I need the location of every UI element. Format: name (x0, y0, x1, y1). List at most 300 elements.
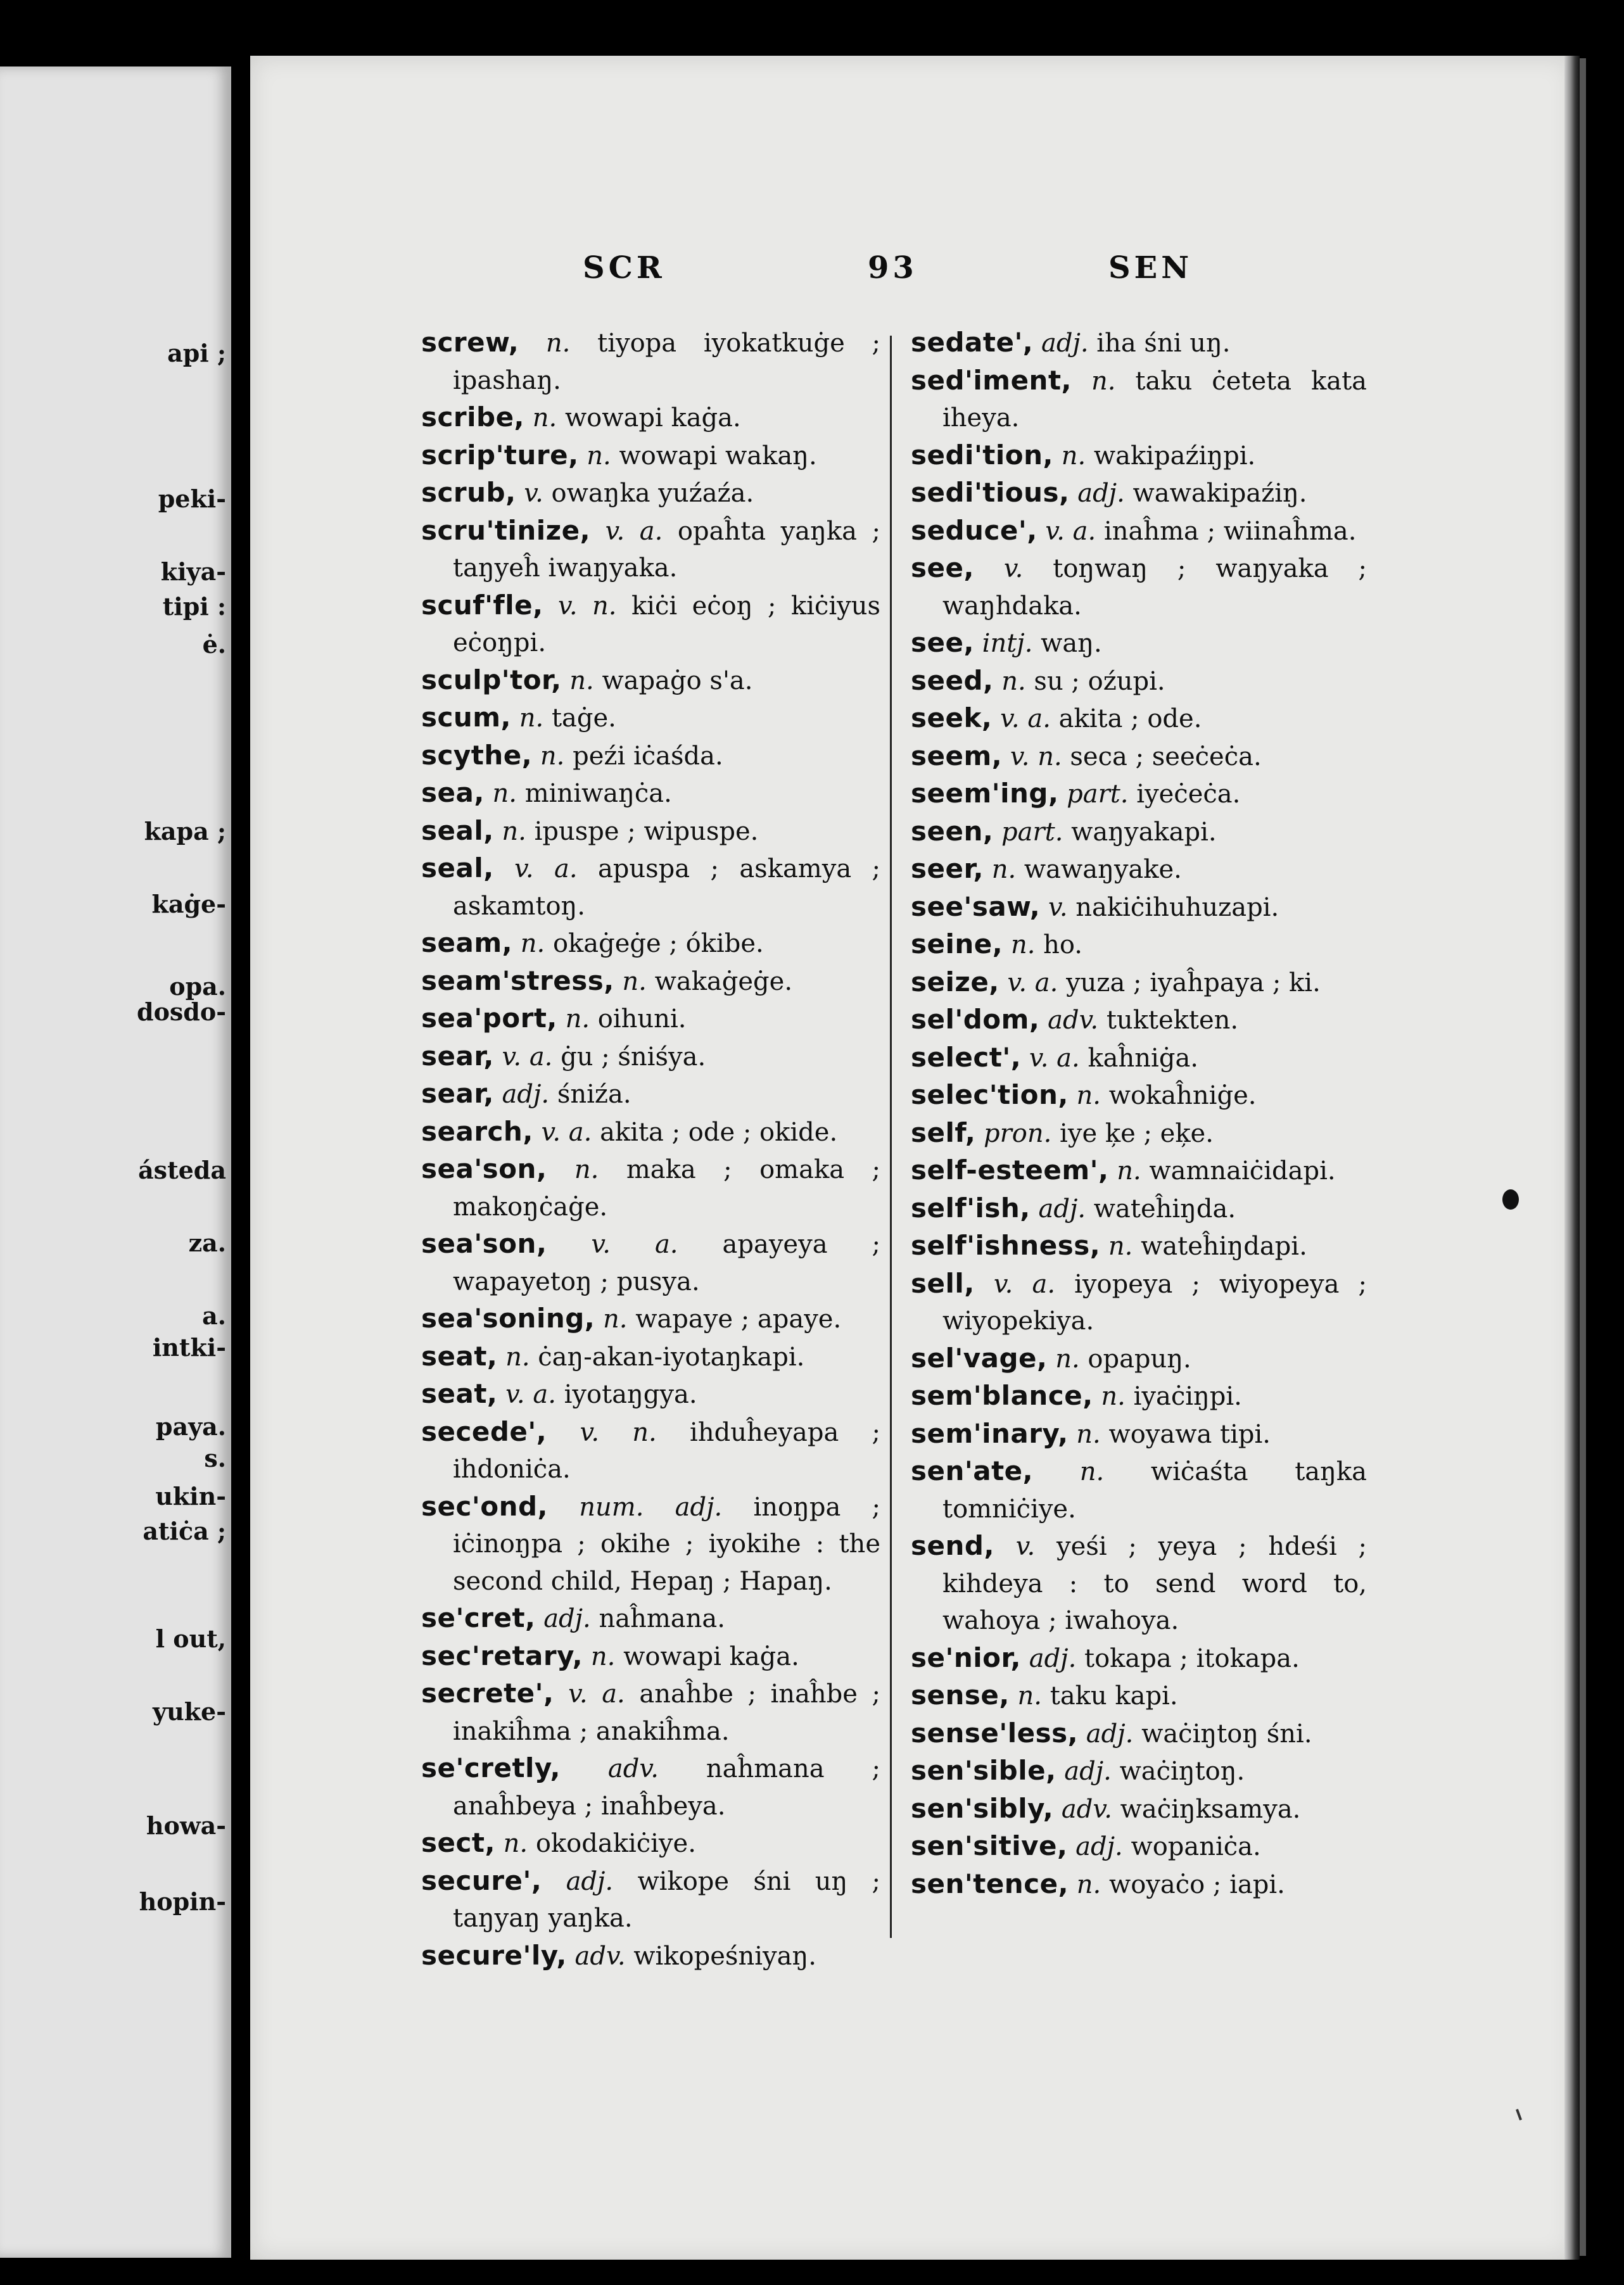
definition: owaŋka yuźaźa. (551, 479, 754, 508)
headword: scru'tinize, (421, 514, 591, 546)
definition: yeśi ; yeya ; hdeśi ; kihdeya : to send word to, wahoya ; iwahoya. (942, 1532, 1367, 1635)
definition: inoŋpa ; iċinoŋpa ; okihe ; iyokihe : the second child, Hepaŋ ; Hapaŋ. (453, 1492, 881, 1596)
facing-page-fragment: l out, (155, 1624, 226, 1653)
headword: screw, (421, 327, 519, 358)
headword: self'ishness, (911, 1230, 1101, 1261)
definition: wawaŋyake. (1024, 855, 1182, 884)
dictionary-entry (911, 1828, 1367, 1866)
definition: miniwaŋċa. (524, 779, 672, 808)
headword: sculp'tor, (421, 664, 562, 695)
dictionary-entry (421, 1376, 880, 1414)
dictionary-entry (421, 1488, 880, 1600)
dictionary-entry (911, 1227, 1367, 1265)
dictionary-entry (911, 1752, 1367, 1790)
dictionary-entry (911, 1866, 1367, 1904)
facing-page-fragment: ė. (202, 630, 226, 659)
definition: apayeya ; wapayetoŋ ; pusya. (453, 1230, 881, 1296)
part-of-speech: v. a. (1007, 968, 1058, 997)
facing-page-fragment: atiċa ; (143, 1517, 226, 1545)
headword: secure'ly, (421, 1939, 567, 1971)
headword: see, (911, 627, 974, 658)
dictionary-entry (911, 1152, 1367, 1190)
headword: sense'less, (911, 1717, 1079, 1749)
headword: seem'ing, (911, 778, 1059, 809)
headword: sec'ond, (421, 1490, 549, 1522)
part-of-speech: n. (502, 816, 526, 846)
dictionary-entry (421, 1075, 880, 1113)
dictionary-entry (421, 963, 880, 1001)
definition: tokapa ; itokapa. (1084, 1643, 1300, 1673)
facing-page-fragment: s. (204, 1444, 226, 1472)
headword: seam, (421, 927, 513, 958)
part-of-speech: v. a. (993, 1269, 1056, 1299)
dictionary-entry (421, 1300, 880, 1338)
facing-page-fragment: kaġe- (151, 890, 226, 918)
headword: secrete', (421, 1678, 554, 1709)
headword: sen'tence, (911, 1868, 1069, 1899)
part-of-speech: adj. (1075, 1832, 1123, 1861)
dictionary-entry (911, 437, 1367, 475)
dictionary-entry (911, 474, 1367, 512)
part-of-speech: pron. (984, 1118, 1052, 1148)
definition: wapaye ; apaye. (635, 1305, 842, 1334)
dictionary-entry (421, 775, 880, 813)
headword: self, (911, 1117, 976, 1148)
definition: taku kapi. (1050, 1681, 1178, 1711)
part-of-speech: intj. (982, 629, 1033, 658)
dictionary-entry (421, 1038, 880, 1076)
headword: sen'sible, (911, 1755, 1056, 1786)
dictionary-entry (421, 474, 880, 512)
part-of-speech: n. (492, 779, 517, 808)
part-of-speech: n. (519, 704, 544, 733)
headword: scythe, (421, 739, 533, 771)
definition: okaġeġe ; ókibe. (552, 929, 764, 958)
part-of-speech: n. (622, 966, 647, 996)
part-of-speech: v. a. (505, 1380, 556, 1409)
dictionary-entry (421, 925, 880, 963)
part-of-speech: n. (590, 1642, 616, 1671)
dictionary-entry (421, 1000, 880, 1038)
part-of-speech: v. (1003, 554, 1024, 583)
headword: sel'dom, (911, 1004, 1040, 1035)
definition: su ; oźupi. (1034, 666, 1165, 696)
dictionary-entry (911, 1715, 1367, 1753)
headword: seduce', (911, 514, 1037, 546)
dictionary-entry (421, 1638, 880, 1676)
dictionary-entry (911, 362, 1367, 437)
dictionary-entry (911, 1528, 1367, 1640)
headword: seen, (911, 815, 994, 847)
part-of-speech: n. (505, 1342, 530, 1372)
definition: ċaŋ-akan-iyotaŋkapi. (538, 1342, 805, 1372)
part-of-speech: v. a. (605, 516, 663, 546)
headword: sea, (421, 777, 485, 808)
definition: maka ; omaka ; makoŋċaġe. (453, 1155, 880, 1222)
dictionary-entry (911, 512, 1367, 550)
part-of-speech: n. (1001, 666, 1026, 696)
dictionary-entry (421, 699, 880, 737)
part-of-speech: n. (565, 1004, 590, 1034)
part-of-speech: v. a. (591, 1230, 678, 1259)
definition: seca ; seeċeċa. (1070, 742, 1262, 771)
headword: sem'blance, (911, 1380, 1093, 1411)
part-of-speech: v. (1048, 892, 1068, 922)
part-of-speech: n. (520, 929, 545, 958)
dictionary-entry (911, 700, 1367, 738)
part-of-speech: n. (574, 1155, 599, 1184)
part-of-speech: n. (587, 441, 611, 471)
part-of-speech: v. n. (558, 591, 617, 621)
part-of-speech: n. (1079, 1457, 1105, 1486)
dictionary-entry (421, 1151, 880, 1225)
facing-page-fragment: za. (188, 1229, 226, 1257)
dictionary-entry (911, 1677, 1367, 1715)
facing-page-fragment: howa- (146, 1811, 226, 1840)
dictionary-entry (911, 926, 1367, 964)
headword: seam'stress, (421, 965, 614, 996)
definition: taku ċeteta kata iheya. (942, 366, 1367, 433)
definition: waŋ. (1041, 629, 1102, 658)
headword: sen'sibly, (911, 1792, 1054, 1824)
dictionary-entry (911, 1415, 1367, 1453)
facing-page-fragment: tipi : (162, 592, 226, 621)
headword: scribe, (421, 402, 525, 433)
facing-page-fragment: peki- (158, 484, 226, 513)
definition: wikope śni uŋ ; taŋyaŋ yaŋka. (453, 1866, 880, 1933)
definition: tuktekten. (1106, 1006, 1239, 1035)
definition: nakiċihuhuzapi. (1075, 892, 1279, 922)
headword: seat, (421, 1378, 498, 1409)
headword: see, (911, 552, 974, 583)
definition: wateĥiŋdapi. (1141, 1232, 1307, 1261)
part-of-speech: n. (1076, 1870, 1101, 1899)
headword: secede', (421, 1415, 547, 1447)
definition: wapaġo s'a. (602, 666, 753, 695)
dictionary-entry (911, 1640, 1367, 1678)
definition: wiċaśta taŋka tomniċiye. (942, 1457, 1367, 1524)
page-edge-shadow (1580, 58, 1586, 2256)
part-of-speech: v. a. (568, 1680, 625, 1709)
definition: iha śni uŋ. (1096, 329, 1231, 358)
facing-page-fragment: a. (202, 1301, 226, 1330)
dictionary-entry (421, 662, 880, 700)
headword: scuf'fle, (421, 589, 543, 621)
definition: wakaġeġe. (654, 966, 793, 996)
dictionary-entry (911, 889, 1367, 927)
dictionary-entry (421, 1675, 880, 1750)
definition: waċiŋtoŋ. (1119, 1757, 1245, 1786)
part-of-speech: n. (991, 855, 1017, 884)
part-of-speech: v. a. (1045, 516, 1096, 546)
part-of-speech: adj. (566, 1866, 614, 1896)
dictionary-entry (421, 1338, 880, 1376)
part-of-speech: n. (569, 666, 594, 695)
definition: wopaniċa. (1131, 1832, 1261, 1861)
dictionary-entry (911, 1001, 1367, 1039)
dictionary-entry (911, 1790, 1367, 1828)
definition: iyotaŋgya. (564, 1380, 697, 1409)
right-column (911, 324, 1367, 1903)
part-of-speech: v. (524, 479, 543, 508)
definition: okodakiċiye. (535, 1829, 696, 1858)
definition: wowapi kaġa. (564, 403, 741, 433)
dictionary-entry (911, 1453, 1367, 1528)
headword: sea'son, (421, 1153, 547, 1184)
definition: toŋwaŋ ; waŋyaka ; waŋhdaka. (942, 554, 1367, 621)
part-of-speech: adj. (502, 1080, 550, 1109)
definition: waċiŋtoŋ śni. (1141, 1719, 1312, 1749)
definition: waŋyakapi. (1071, 817, 1217, 847)
headword: seine, (911, 928, 1003, 959)
dictionary-entry (421, 399, 880, 437)
left-column (421, 324, 880, 1975)
part-of-speech: adj. (1041, 329, 1089, 358)
headword: se'cretly, (421, 1752, 561, 1783)
headword: select', (911, 1041, 1022, 1073)
headword: self-esteem', (911, 1155, 1109, 1186)
headword: se'nior, (911, 1642, 1021, 1673)
definition: kiċi eċoŋ ; kiċiyus eċoŋpi. (453, 591, 880, 657)
headword: sell, (911, 1267, 975, 1299)
left-guide-word: SCR (583, 250, 666, 286)
headword: sense, (911, 1680, 1010, 1711)
right-guide-word: SEN (1108, 250, 1193, 286)
part-of-speech: n. (545, 329, 571, 358)
definition: wikopeśniyaŋ. (633, 1941, 816, 1971)
headword: sea'soning, (421, 1303, 595, 1334)
headword: seize, (911, 966, 999, 997)
dictionary-entry (911, 1265, 1367, 1340)
definition: wamnaiċidapi. (1149, 1156, 1336, 1186)
dictionary-entry (911, 1077, 1367, 1115)
definition: ho. (1043, 930, 1083, 959)
part-of-speech: n. (532, 403, 557, 433)
definition: wowapi kaġa. (623, 1642, 799, 1671)
definition: wawakipaźiŋ. (1132, 479, 1307, 508)
dictionary-entry (911, 662, 1367, 700)
definition: wakipaźiŋpi. (1093, 441, 1256, 471)
part-of-speech: n. (1117, 1156, 1141, 1186)
definition: waċiŋksamya. (1120, 1794, 1301, 1824)
facing-page-fragment: hopin- (139, 1887, 226, 1916)
headword: search, (421, 1115, 533, 1147)
part-of-speech: num. adj. (579, 1492, 723, 1522)
part-of-speech: adv. (1048, 1006, 1099, 1035)
headword: sea'son, (421, 1228, 547, 1259)
facing-page-fragment: intki- (152, 1333, 226, 1362)
definition: yuza ; iyaĥpaya ; ki. (1066, 968, 1321, 997)
dictionary-entry (911, 775, 1367, 813)
definition: iyopeya ; wiyopeya ; wiyopekiya. (942, 1269, 1367, 1336)
dictionary-entry (421, 1937, 880, 1975)
dictionary-entry (421, 512, 880, 587)
definition: woyaċo ; iapi. (1108, 1870, 1285, 1899)
definition: wowapi wakaŋ. (619, 441, 817, 471)
dictionary-entry (911, 1115, 1367, 1153)
definition: śniźa. (557, 1080, 631, 1109)
facing-page-fragment: kapa ; (144, 817, 226, 845)
definition: apuspa ; askamya ; askamtoŋ. (453, 854, 881, 921)
definition: oihuni. (597, 1004, 687, 1034)
headword: sec'retary, (421, 1640, 583, 1671)
definition: iyaċiŋpi. (1133, 1382, 1242, 1411)
facing-page-fragment: paya. (155, 1412, 226, 1441)
dictionary-entry (911, 624, 1367, 662)
definition: ipuspe ; wipuspe. (534, 816, 759, 846)
part-of-speech: adv. (574, 1941, 626, 1971)
headword: se'cret, (421, 1602, 536, 1633)
part-of-speech: n. (1076, 1419, 1101, 1449)
part-of-speech: n. (1017, 1681, 1043, 1711)
headword: seek, (911, 702, 993, 733)
dictionary-entry (911, 1340, 1367, 1378)
headword: scrub, (421, 477, 516, 508)
definition: wokaĥniġe. (1108, 1081, 1257, 1110)
headword: sed'iment, (911, 364, 1072, 396)
definition: peźi iċaśda. (573, 741, 723, 771)
part-of-speech: v. a. (514, 854, 578, 883)
part-of-speech: n. (540, 741, 565, 771)
definition: inaĥma ; wiinaĥma. (1103, 516, 1357, 546)
headword: seer, (911, 853, 984, 884)
part-of-speech: adj. (1077, 479, 1125, 508)
gutter (231, 51, 250, 2285)
headword: scrip'ture, (421, 439, 579, 471)
definition: opapuŋ. (1088, 1344, 1191, 1374)
headword: send, (911, 1530, 994, 1561)
dictionary-entry (911, 738, 1367, 776)
part-of-speech: adv. (1061, 1794, 1112, 1824)
headword: sect, (421, 1827, 495, 1858)
part-of-speech: n. (1055, 1344, 1080, 1374)
dictionary-entry (911, 324, 1367, 362)
column-rule (890, 336, 892, 1938)
definition: kaĥniġa. (1088, 1043, 1199, 1073)
headword: sedi'tious, (911, 477, 1070, 508)
headword: sen'sitive, (911, 1830, 1068, 1861)
part-of-speech: n. (602, 1305, 628, 1334)
headword: scum, (421, 702, 512, 733)
dictionary-entry (421, 813, 880, 851)
definition: ġu ; śniśya. (561, 1042, 706, 1072)
headword: selec'tion, (911, 1079, 1069, 1110)
headword: sear, (421, 1078, 494, 1109)
definition: woyawa tipi. (1108, 1419, 1271, 1449)
dictionary-entry (421, 1414, 880, 1488)
dictionary-entry (421, 1113, 880, 1151)
dictionary-entry (421, 437, 880, 475)
headword: seal, (421, 814, 494, 846)
page-number: 93 (868, 250, 918, 286)
part-of-speech: n. (1108, 1232, 1133, 1261)
headword: seed, (911, 664, 994, 696)
part-of-speech: part. (1067, 780, 1129, 809)
dictionary-entry (421, 587, 880, 662)
part-of-speech: n. (1076, 1081, 1101, 1110)
dictionary-entry (421, 850, 880, 925)
definition: ihduĥeyapa ; ihdoniċa. (453, 1417, 881, 1484)
definition: naĥmana ; anaĥbeya ; inaĥbeya. (453, 1754, 881, 1821)
headword: self'ish, (911, 1192, 1031, 1224)
definition: opaĥta yaŋka ; taŋyeĥ iwaŋyaka. (453, 516, 881, 583)
definition: naĥmana. (599, 1604, 725, 1633)
definition: iyeċeċa. (1136, 780, 1241, 809)
headword: seat, (421, 1340, 498, 1372)
definition: wateĥiŋda. (1093, 1194, 1236, 1224)
definition: iye ķe ; eķe. (1060, 1118, 1214, 1148)
ink-spot (1502, 1189, 1519, 1210)
part-of-speech: n. (1091, 366, 1116, 396)
headword: secure', (421, 1864, 542, 1896)
dictionary-entry (421, 324, 880, 399)
headword: sea'port, (421, 1003, 557, 1034)
part-of-speech: v. a. (541, 1117, 592, 1147)
part-of-speech: n. (1061, 441, 1086, 471)
part-of-speech: v. (1015, 1532, 1036, 1561)
dictionary-entry (911, 1377, 1367, 1415)
headword: sear, (421, 1040, 494, 1072)
part-of-speech: adj. (543, 1604, 591, 1633)
definition: akita ; ode ; okide. (600, 1117, 838, 1147)
part-of-speech: v. n. (1010, 742, 1062, 771)
part-of-speech: n. (1101, 1382, 1126, 1411)
headword: sel'vage, (911, 1342, 1048, 1374)
dictionary-entry (911, 964, 1367, 1002)
page-edge (1564, 56, 1580, 2260)
part-of-speech: n. (503, 1829, 528, 1858)
dictionary-entry (421, 1600, 880, 1638)
facing-page-fragment: kiya- (160, 557, 226, 586)
facing-page-fragment: yuke- (153, 1697, 226, 1726)
part-of-speech: v. a. (502, 1042, 553, 1072)
headword: seem, (911, 740, 1003, 771)
headword: sedate', (911, 327, 1034, 358)
dictionary-entry (421, 1825, 880, 1863)
definition: tiyopa iyokatkuġe ; ipashaŋ. (453, 329, 880, 395)
dictionary-entry (421, 737, 880, 775)
definition: anaĥbe ; inaĥbe ; inakiĥma ; anakiĥma. (453, 1680, 881, 1746)
facing-page (0, 66, 231, 2258)
dictionary-entry (421, 1863, 880, 1937)
headword: seal, (421, 852, 494, 883)
headword: sedi'tion, (911, 439, 1053, 471)
facing-page-fragment: dosdo- (137, 997, 226, 1026)
part-of-speech: part. (1001, 817, 1063, 847)
dictionary-entry (421, 1225, 880, 1300)
definition: taġe. (551, 704, 616, 733)
dictionary-entry (911, 550, 1367, 624)
definition: akita ; ode. (1058, 704, 1202, 733)
dictionary-entry (911, 851, 1367, 889)
dictionary-entry (421, 1750, 880, 1825)
part-of-speech: v. a. (1029, 1043, 1080, 1073)
headword: see'saw, (911, 890, 1041, 922)
headword: sen'ate, (911, 1455, 1034, 1486)
facing-page-fragment: ásteda (138, 1156, 226, 1184)
dictionary-entry (911, 1039, 1367, 1077)
part-of-speech: v. n. (580, 1417, 657, 1447)
dictionary-entry (911, 813, 1367, 851)
part-of-speech: adv. (607, 1754, 659, 1783)
part-of-speech: adj. (1086, 1719, 1134, 1749)
part-of-speech: adj. (1029, 1643, 1077, 1673)
headword: sem'inary, (911, 1417, 1069, 1449)
facing-page-fragment: api ; (167, 339, 226, 367)
facing-page-fragment: ukin- (155, 1482, 226, 1510)
part-of-speech: adj. (1064, 1757, 1112, 1786)
part-of-speech: adj. (1038, 1194, 1086, 1224)
